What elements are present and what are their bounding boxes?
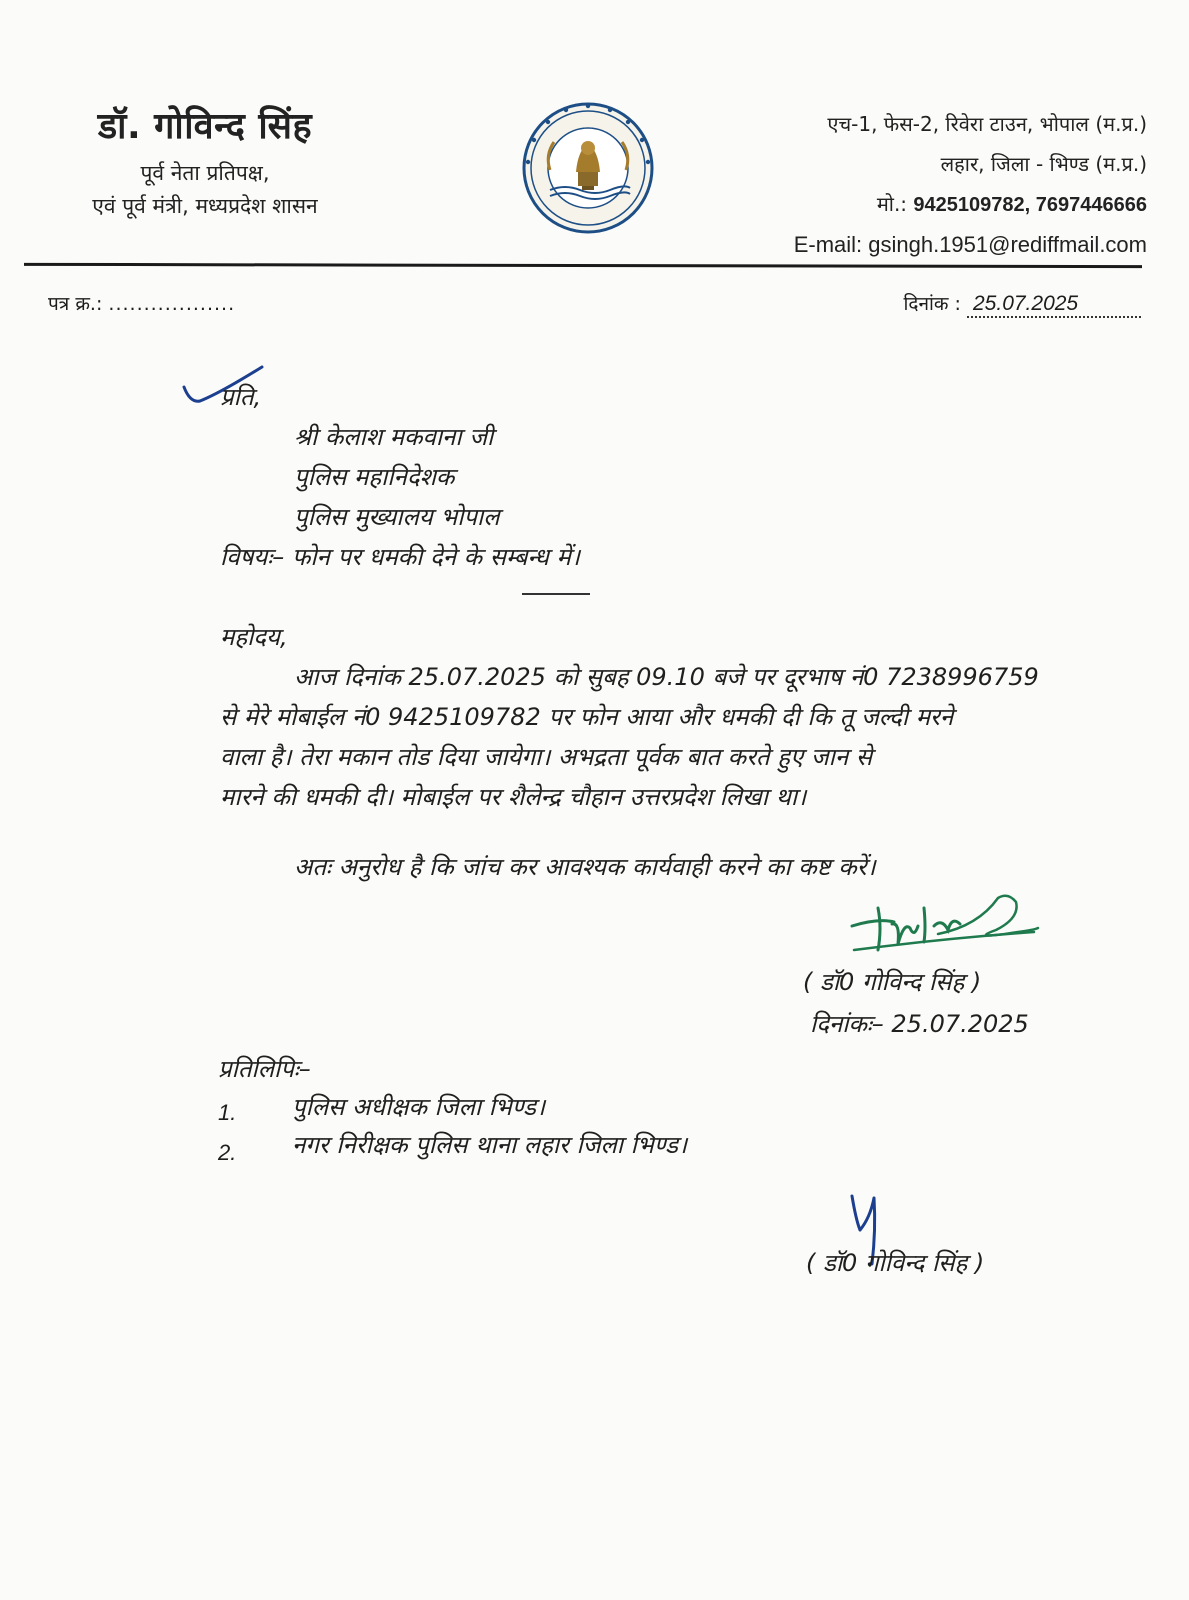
signature-icon [848,888,1048,968]
sender-title-2: एवं पूर्व मंत्री, मध्यप्रदेश शासन [92,193,318,218]
salutation: महोदय, [220,623,288,651]
signatory-name: ( डॉ0 गोविन्द सिंह ) [803,968,982,996]
letterhead-left [40,100,370,222]
date-label: दिनांक : [903,293,961,315]
letterhead-right [727,104,1147,265]
copy-item-text: नगर निरीक्षक पुलिस थाना लहार जिला भिण्ड। [292,1131,688,1159]
copy-signatory-name: ( डॉ0 गोविन्द सिंह ) [806,1249,985,1277]
subject-line: विषयः– फोन पर धमकी देने के सम्बन्ध में। [220,543,580,571]
copy-item-number: 1. [218,1100,237,1125]
signature-date: दिनांकः– 25.07.2025 [810,1010,1029,1038]
recipient-designation: पुलिस महानिदेशक [294,463,455,491]
subject-divider [522,593,590,595]
reference-label: पत्र क्र.: [48,293,103,315]
date-value: 25.07.2025 [967,292,1141,318]
reference-number [48,290,235,316]
assembly-emblem-icon [520,100,656,236]
phone-label: मो.: [876,192,908,216]
address-line-1: एच-1, फेस-2, रिवेरा टाउन, भोपाल (म.प्र.) [827,112,1147,136]
copy-label: प्रतिलिपिः– [218,1055,311,1083]
address-line-2: लहार, जिला - भिण्ड (म.प्र.) [940,152,1147,176]
body-line-2: से मेरे मोबाईल नं0 9425109782 पर फोन आया और धमकी दी कि तू जल्दी मरने [220,703,954,731]
sender-name: डॉ. गोविन्द सिंह [97,106,313,147]
copy-item-number: 2. [218,1140,237,1165]
sender-title-1: पूर्व नेता प्रतिपक्ष, [140,161,270,185]
email-line: E-mail: gsingh.1951@rediffmail.com [793,232,1147,257]
recipient-office: पुलिस मुख्यालय भोपाल [294,503,500,531]
copy-item-text: पुलिस अधीक्षक जिला भिण्ड। [292,1093,546,1121]
body-line-3: वाला है। तेरा मकान तोड दिया जायेगा। अभद्रता पूर्वक बात करते हुए जान से [220,743,873,771]
reference-value: .................. [108,293,236,315]
body-line-1: आज दिनांक 25.07.2025 को सुबह 09.10 बजे पर दूरभाष नं0 7238996759 [294,663,1039,691]
recipient-name: श्री केलाश मकवाना जी [294,423,494,451]
phone-numbers: 9425109782, 7697446666 [913,194,1147,216]
body-line-4: मारने की धमकी दी। मोबाईल पर शैलेन्द्र चौहान उत्तरप्रदेश लिखा था। [220,783,807,811]
phone-line [727,184,1147,225]
letter-date [903,290,1141,318]
to-label: प्रति, [220,383,262,411]
request-line: अतः अनुरोध है कि जांच कर आवश्यक कार्यवाही करने का कष्ट करें। [294,853,876,881]
